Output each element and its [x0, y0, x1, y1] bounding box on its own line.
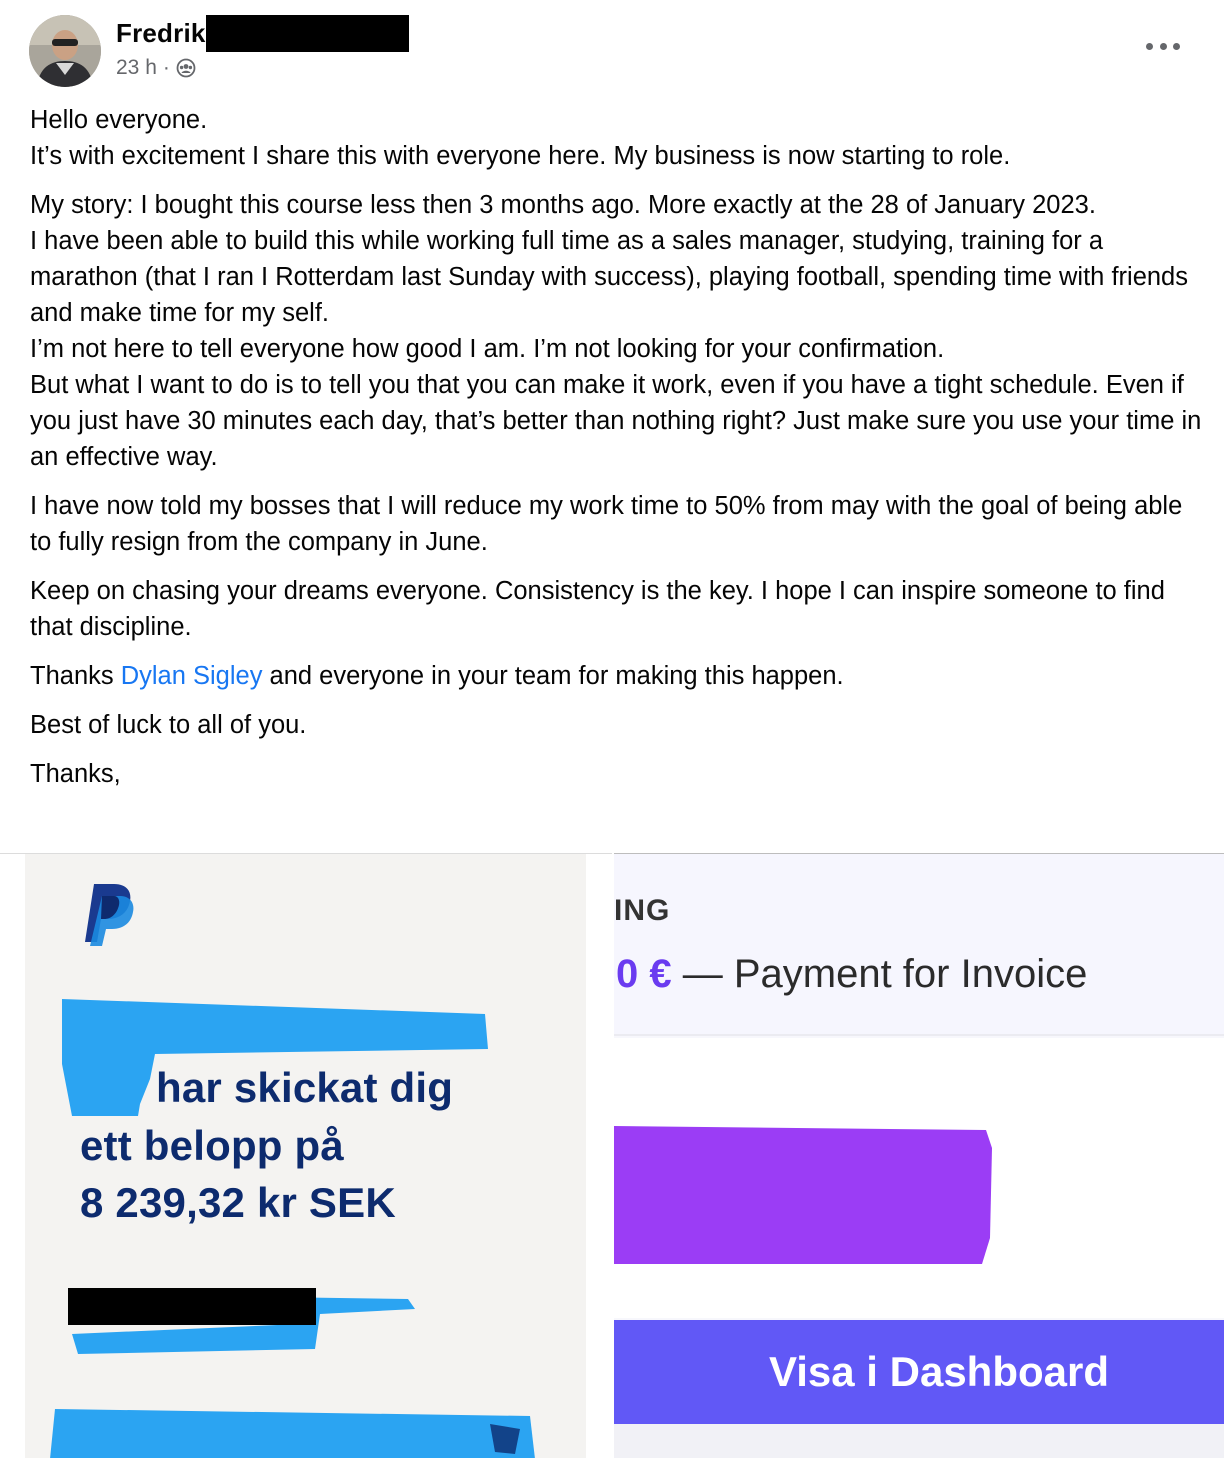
invoice-amount-line — [616, 952, 1087, 997]
more-horizontal-icon[interactable] — [1146, 36, 1180, 56]
greeting-line: Hello everyone. — [30, 106, 208, 134]
name-redaction — [206, 15, 409, 52]
paragraph-motivation: Keep on chasing your dreams everyone. Consistency is the key. I hope I can inspire someone to find that discipline. — [30, 577, 1165, 641]
story-line-2: I have been able to build this while working full time as a sales manager, studying, training for a marathon (that I ran I Rotterdam last Sunday with success), playing football, spending time with friends and make time for my self. — [30, 227, 1188, 327]
meta-separator: · — [162, 56, 170, 79]
paypal-line-2: ett belopp på — [80, 1122, 344, 1169]
story-line-1: My story: I bought this course less then 3 months ago. More exactly at the 28 of January 2023. — [30, 191, 1096, 219]
purple-redaction — [614, 1038, 1224, 1318]
invoice-footer — [614, 1424, 1224, 1458]
invoice-amount: 0 € — [616, 952, 672, 996]
invoice-body — [614, 1038, 1224, 1318]
paypal-amount: 8 239,32 kr SEK — [80, 1179, 396, 1226]
mention-link[interactable]: Dylan Sigley — [120, 662, 263, 690]
thanks-suffix: and everyone in your team for making this happen. — [262, 662, 844, 690]
paragraph-thanks — [30, 658, 1210, 694]
paragraph-luck: Best of luck to all of you. — [30, 711, 307, 739]
paypal-line-1: har skickat dig — [156, 1064, 454, 1111]
paragraph-story — [30, 187, 1210, 475]
paragraph-plan: I have now told my bosses that I will reduce my work time to 50% from may with the goal of being able to fully resign from the company in June. — [30, 492, 1183, 556]
post-meta — [116, 56, 196, 80]
thanks-prefix: Thanks — [30, 662, 121, 690]
post-text — [30, 102, 1210, 805]
story-line-4: But what I want to do is to tell you that you can make it work, even if you have a tight schedule. Even if you just have 30 minutes each day, that’s better than nothing right? Just make sure you use your time in an effective way. — [30, 371, 1202, 471]
paragraph-greeting — [30, 102, 1210, 174]
invoice-header — [614, 854, 1224, 1036]
avatar[interactable] — [29, 15, 101, 87]
paypal-screenshot[interactable] — [0, 853, 612, 1458]
intro-line: It’s with excitement I share this with everyone here. My business is now starting to role. — [30, 142, 1011, 170]
story-line-3: I’m not here to tell everyone how good I am. I’m not looking for your confirmation. — [30, 335, 945, 363]
invoice-screenshot[interactable] — [614, 853, 1224, 1458]
post-time[interactable]: 23 h — [116, 56, 157, 79]
author-name[interactable]: Fredrik — [116, 18, 206, 48]
group-icon[interactable] — [176, 58, 196, 78]
view-dashboard-button[interactable]: Visa i Dashboard — [614, 1320, 1224, 1424]
profile-photo-icon — [29, 15, 101, 87]
paragraph-signoff: Thanks, — [30, 760, 121, 788]
invoice-header-label: ING — [614, 894, 671, 927]
invoice-description: — Payment for Invoice — [671, 952, 1088, 996]
